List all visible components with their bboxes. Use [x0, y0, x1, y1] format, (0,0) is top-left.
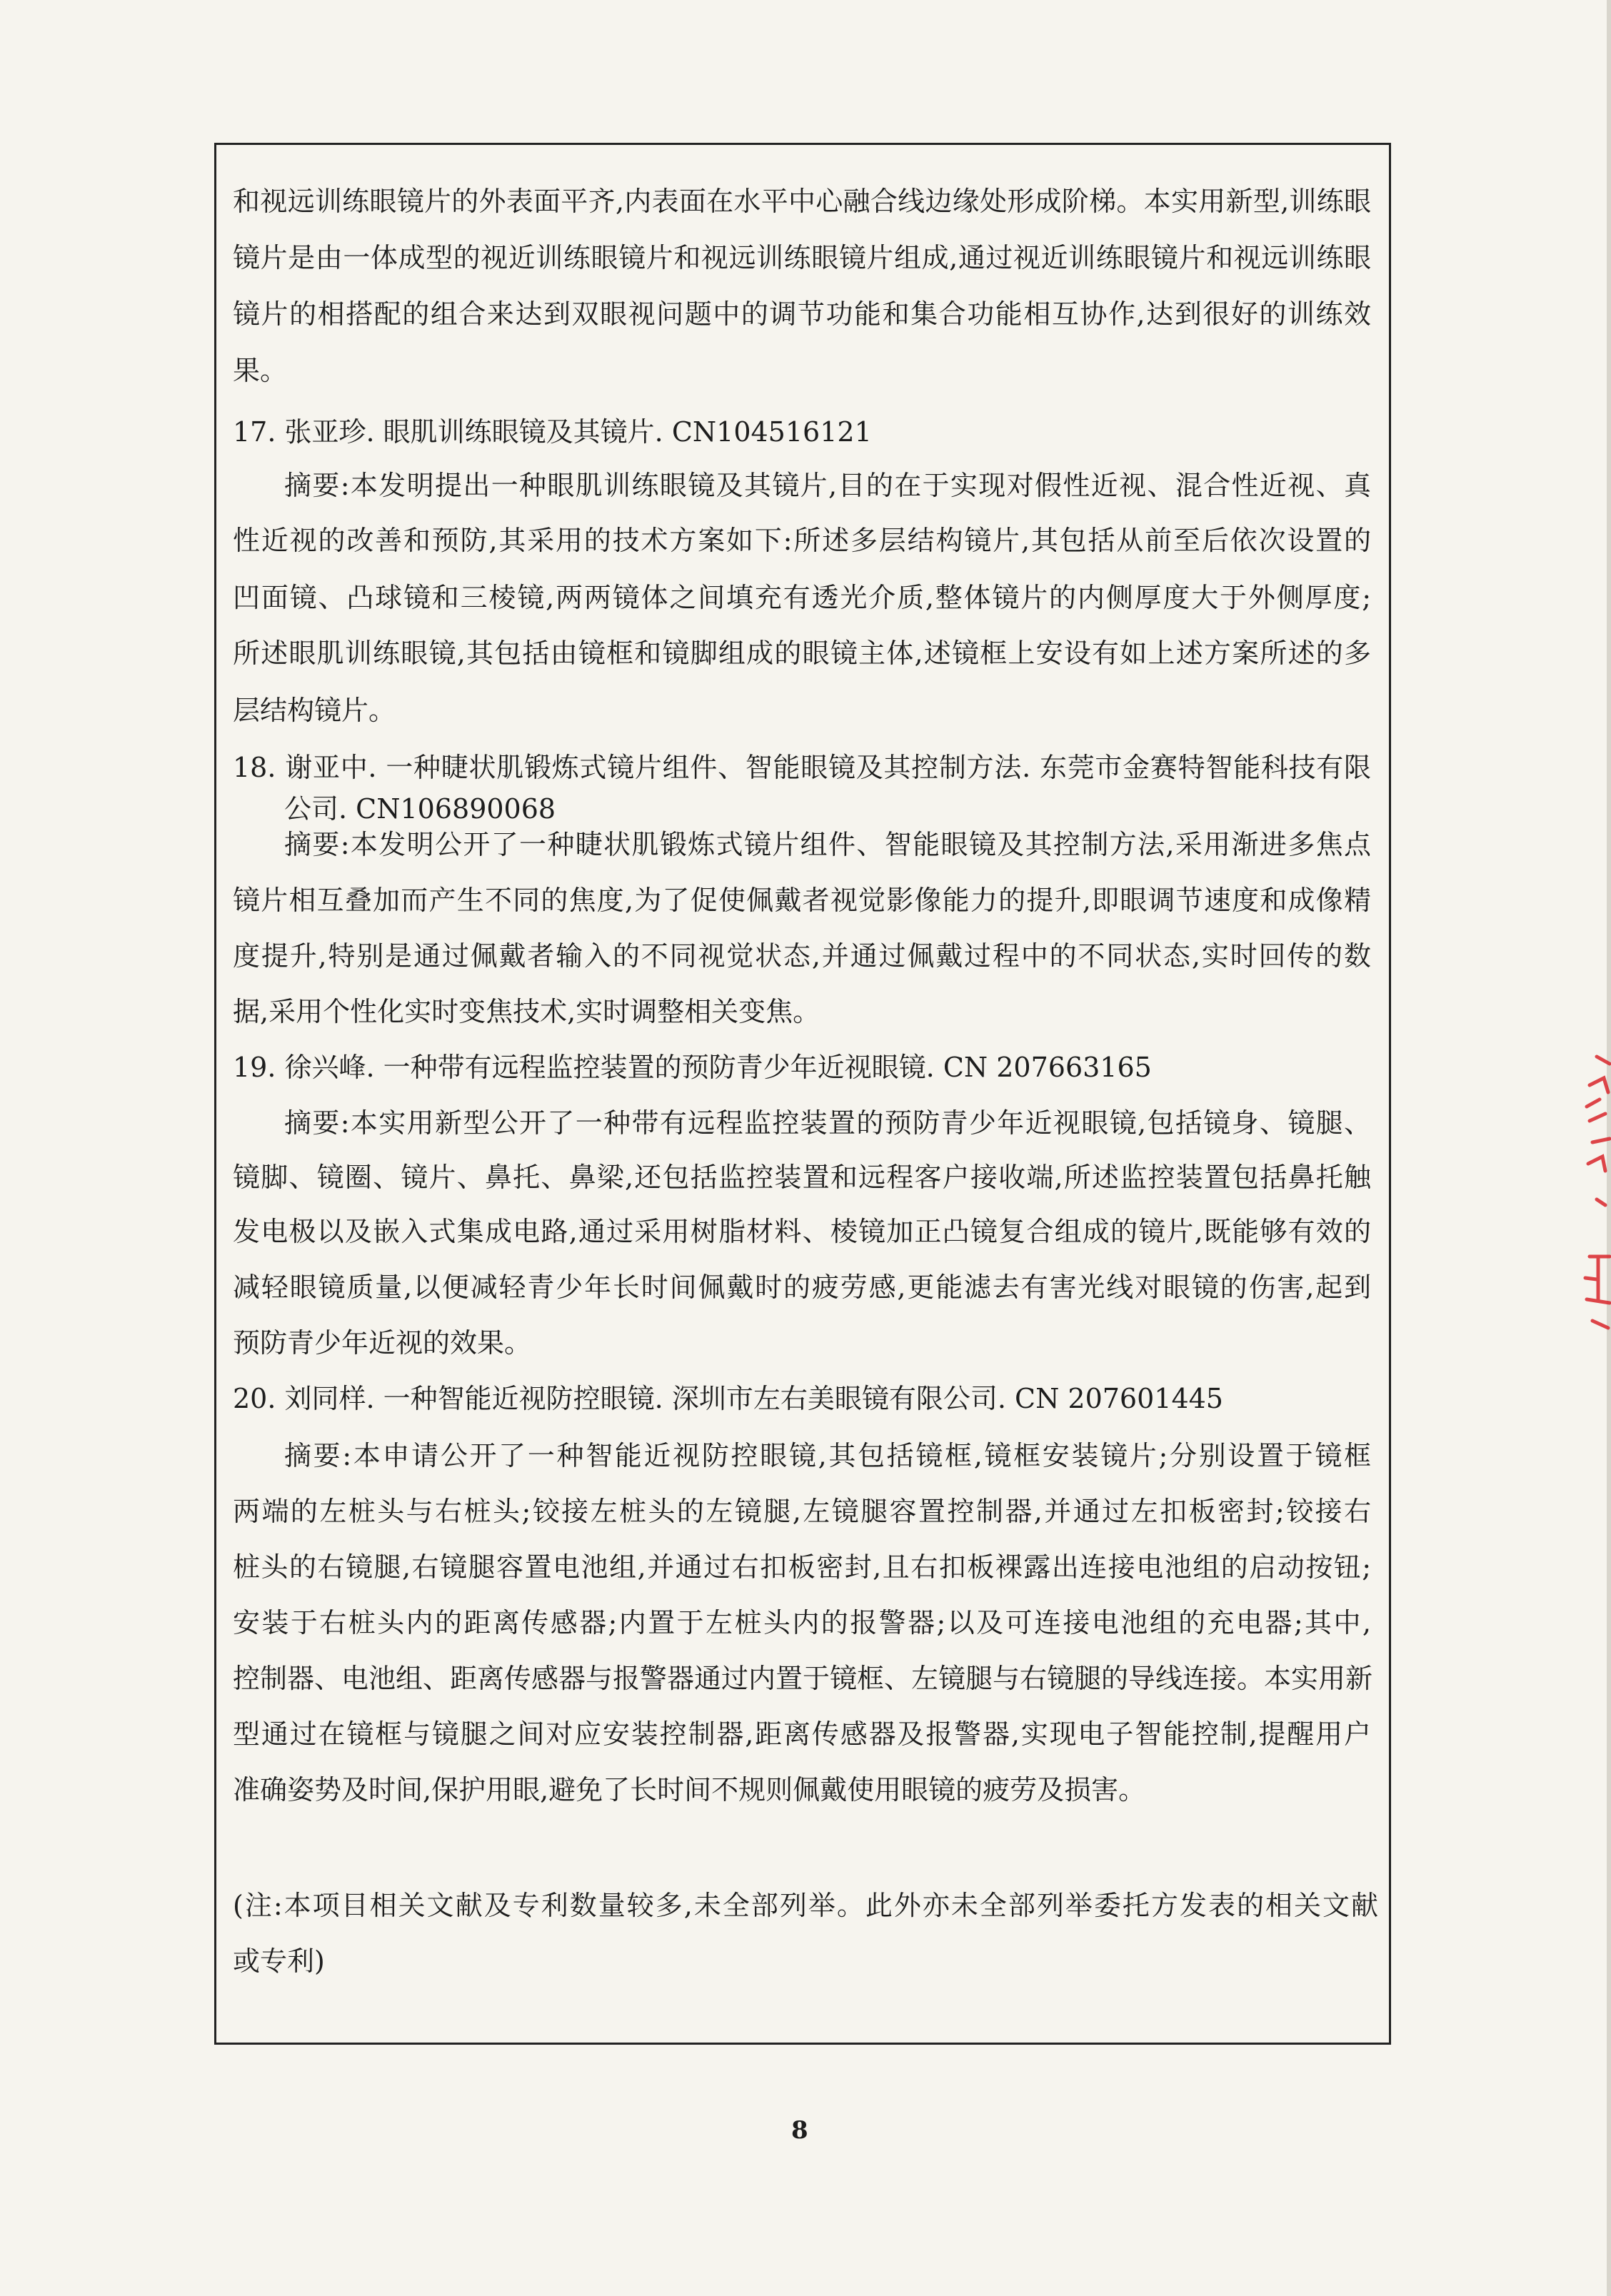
abstract-line: 层结构镜片。: [233, 695, 396, 726]
page-number: 8: [791, 2116, 808, 2145]
abstract-line: 度提升,特别是通过佩戴者输入的不同视觉状态,并通过佩戴过程中的不同状态,实时回传的数: [233, 940, 1371, 972]
abstract-line: 据,采用个性化实时变焦技术,实时调整相关变焦。: [233, 996, 820, 1027]
abstract-line: 准确姿势及时间,保护用眼,避免了长时间不规则佩戴使用眼镜的疲劳及损害。: [233, 1774, 1146, 1806]
abstract-line: 减轻眼镜质量,以便减轻青少年长时间佩戴时的疲劳感,更能滤去有害光线对眼镜的伤害,起到: [233, 1272, 1371, 1303]
note-line: 或专利): [233, 1945, 325, 1977]
abstract-line: 两端的左桩头与右桩头;铰接左桩头的左镜腿,左镜腿容置控制器,并通过左扣板密封;铰接右: [233, 1496, 1371, 1527]
abstract-line: 凹面镜、凸球镜和三棱镜,两两镜体之间填充有透光介质,整体镜片的内侧厚度大于外侧厚度;: [233, 582, 1371, 613]
abstract-line: 所述眼肌训练眼镜,其包括由镜框和镜脚组成的眼镜主体,述镜框上安设有如上述方案所述的多: [233, 638, 1371, 669]
text-line: 和视远训练眼镜片的外表面平齐,内表面在水平中心融合线边缘处形成阶梯。本实用新型,训练眼: [233, 186, 1371, 217]
red-seal-stamp-icon: [1568, 1042, 1611, 1342]
abstract-line: 摘要:本发明公开了一种睫状肌锻炼式镜片组件、智能眼镜及其控制方法,采用渐进多焦点: [284, 829, 1371, 860]
reference-heading-18: 18. 谢亚中. 一种睫状肌锻炼式镜片组件、智能眼镜及其控制方法. 东莞市金赛特智能科技有限: [233, 752, 1371, 783]
abstract-line: 预防青少年近视的效果。: [233, 1327, 532, 1359]
note-line: (注:本项目相关文献及专利数量较多,未全部列举。此外亦未全部列举委托方发表的相关文献: [233, 1890, 1378, 1921]
abstract-line: 镜片相互叠加而产生不同的焦度,为了促使佩戴者视觉影像能力的提升,即眼调节速度和成像精: [233, 885, 1371, 916]
abstract-line: 摘要:本申请公开了一种智能近视防控眼镜,其包括镜框,镜框安装镜片;分别设置于镜框: [284, 1440, 1371, 1471]
text-line: 果。: [233, 355, 288, 386]
text-line: 镜片的相搭配的组合来达到双眼视问题中的调节功能和集合功能相互协作,达到很好的训练效: [233, 298, 1371, 330]
abstract-line: 性近视的改善和预防,其采用的技术方案如下:所述多层结构镜片,其包括从前至后依次设置的: [233, 525, 1371, 556]
abstract-line: 桩头的右镜腿,右镜腿容置电池组,并通过右扣板密封,且右扣板裸露出连接电池组的启动按钮;: [233, 1551, 1371, 1583]
reference-heading-17: 17. 张亚珍. 眼肌训练眼镜及其镜片. CN104516121: [233, 416, 872, 448]
abstract-line: 摘要:本实用新型公开了一种带有远程监控装置的预防青少年近视眼镜,包括镜身、镜腿、: [284, 1107, 1371, 1139]
abstract-line: 安装于右桩头内的距离传感器;内置于左桩头内的报警器;以及可连接电池组的充电器;其中,: [233, 1607, 1371, 1638]
reference-heading-18-cont: 公司. CN106890068: [284, 793, 556, 825]
reference-heading-20: 20. 刘同样. 一种智能近视防控眼镜. 深圳市左右美眼镜有限公司. CN 207601445: [233, 1383, 1223, 1414]
abstract-line: 摘要:本发明提出一种眼肌训练眼镜及其镜片,目的在于实现对假性近视、混合性近视、真: [284, 470, 1371, 501]
abstract-line: 型通过在镜框与镜腿之间对应安装控制器,距离传感器及报警器,实现电子智能控制,提醒用户: [233, 1718, 1371, 1750]
reference-heading-19: 19. 徐兴峰. 一种带有远程监控装置的预防青少年近视眼镜. CN 207663165: [233, 1052, 1152, 1083]
abstract-line: 控制器、电池组、距离传感器与报警器通过内置于镜框、左镜腿与右镜腿的导线连接。本实用新: [233, 1663, 1373, 1694]
abstract-line: 镜脚、镜圈、镜片、鼻托、鼻梁,还包括监控装置和远程客户接收端,所述监控装置包括鼻托触: [233, 1162, 1371, 1193]
text-line: 镜片是由一体成型的视近训练眼镜片和视远训练眼镜片组成,通过视近训练眼镜片和视远训练眼: [233, 242, 1371, 273]
abstract-line: 发电极以及嵌入式集成电路,通过采用树脂材料、棱镜加正凸镜复合组成的镜片,既能够有效的: [233, 1216, 1371, 1247]
